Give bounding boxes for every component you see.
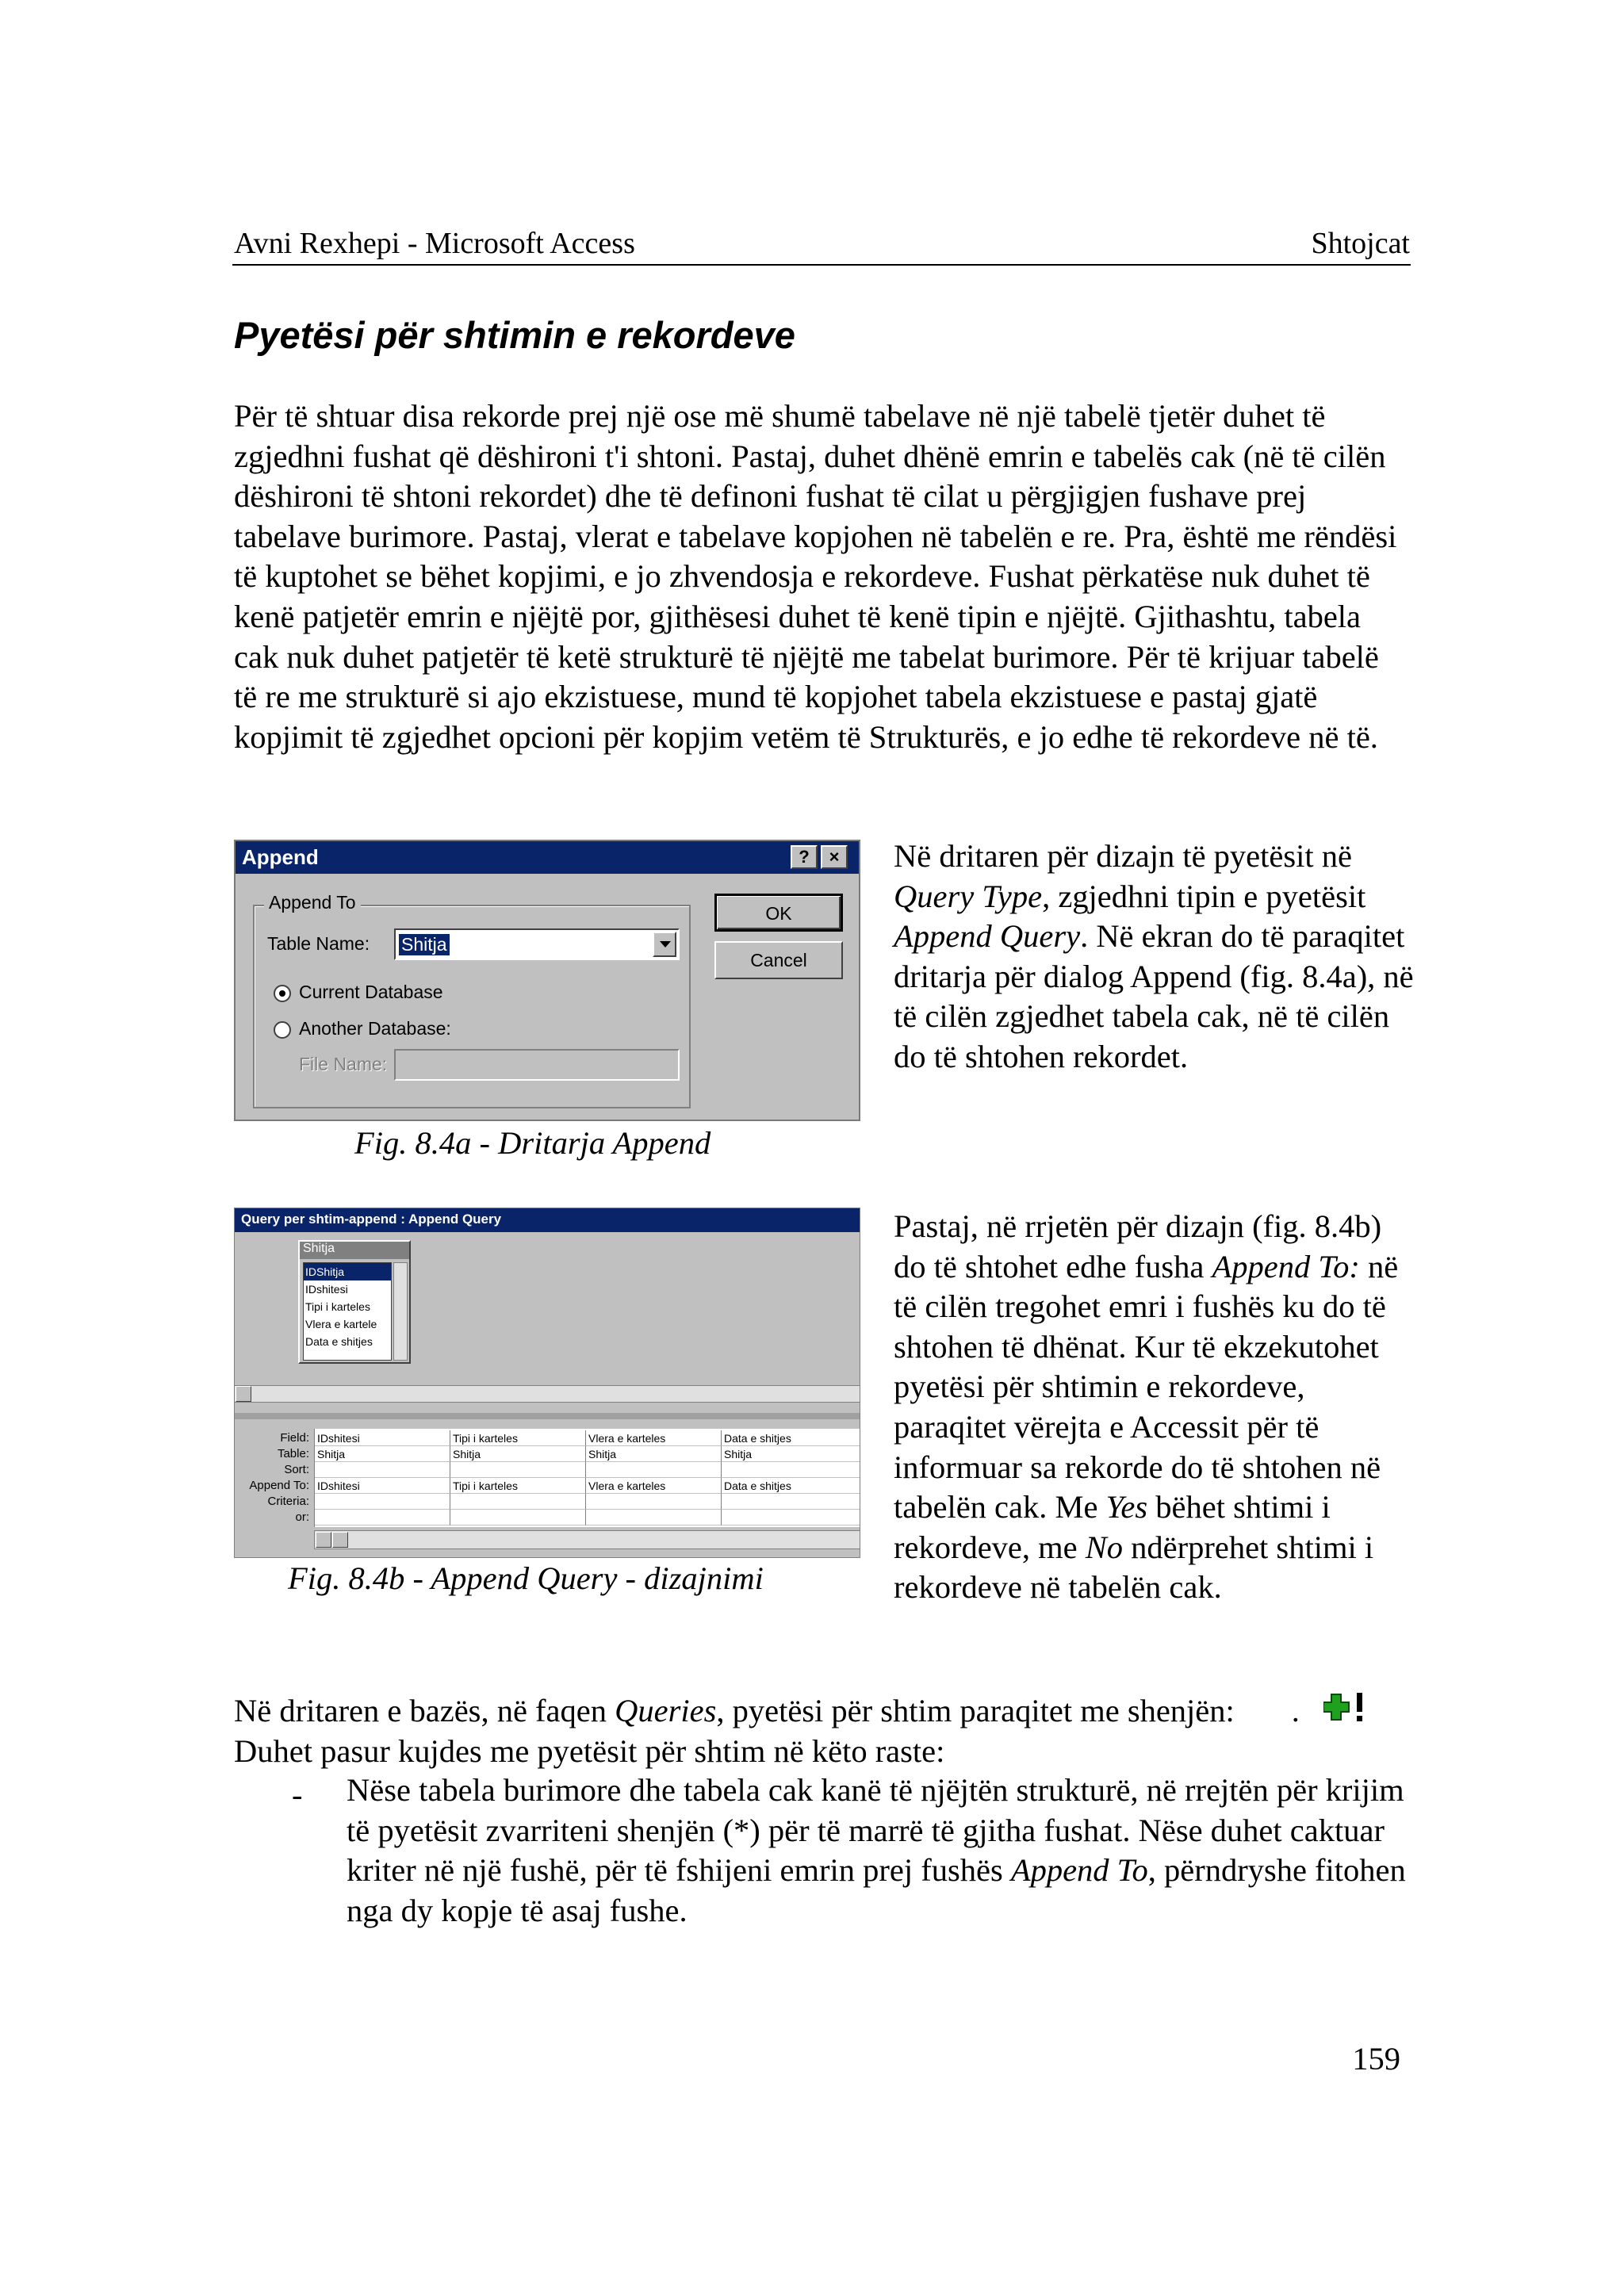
header-section: Shtojcat xyxy=(1311,227,1410,260)
grid-cell[interactable] xyxy=(586,1510,722,1525)
query-window-titlebar xyxy=(235,1208,860,1232)
grid-cell[interactable]: Shitja xyxy=(586,1446,722,1462)
text-run: . xyxy=(1291,1693,1300,1728)
grid-row-label: or: xyxy=(295,1510,309,1524)
text-run: , pyetësi për shtim paraqitet me shenjën: xyxy=(716,1693,1235,1728)
append-to-group-label: Append To xyxy=(264,892,361,913)
field-item[interactable]: IDshitesi xyxy=(305,1283,348,1296)
text-run: Nëse tabela burimore dhe tabela cak kanë të njëjtën strukturë, në rrejtën për krijim të pyetësit zvarriteni shenjën (*) për të marrë të gjitha fushat. Nëse duhet caktuar kriter në një fushë, për të fshijeni emrin prej fushës xyxy=(347,1772,1404,1889)
grid-cell[interactable]: Shitja xyxy=(315,1446,450,1462)
cancel-button[interactable]: Cancel xyxy=(714,941,843,979)
header-author: Avni Rexhepi - Microsoft Access xyxy=(234,227,635,260)
chevron-down-icon[interactable] xyxy=(653,932,676,957)
append-dialog-figure xyxy=(234,840,860,1121)
field-list-header: Shitja xyxy=(300,1242,409,1259)
grid-row-label: Table: xyxy=(277,1447,309,1460)
text-italic: No xyxy=(1085,1529,1124,1565)
text-italic: Yes xyxy=(1105,1489,1148,1525)
scroll-left-icon[interactable] xyxy=(236,1386,251,1402)
grid-scrollbar[interactable] xyxy=(314,1530,860,1549)
grid-cell[interactable] xyxy=(315,1494,450,1510)
intro-paragraph: Për të shtuar disa rekorde prej një ose më shumë tabelave në një tabelë tjetër duhet të zgjedhni fushat që dëshironi t'i shtoni. Pastaj, duhet dhënë emrin e tabelës cak (në të cilën dëshironi të shtoni rekordet) dhe të definoni fushat të cilat u përgjigjen fushave prej tabelave burimore. Pastaj, vlerat e tabelave kopjohen në tabelën e re. Pra, është me rëndësi të kuptohet se bëhet kopjimi, e jo zhvendosja e rekordeve. Fushat përkatëse nuk duhet të kenë patjetër emrin e njëjtë por, gjithësesi duhet të kenë tipin e njëjtë. Gjithashtu, tabela cak nuk duhet patjetër të ketë strukturë të njëjtë me tabelat burimore. Për të krijuar tabelë të re me strukturë si ajo ekzistuese, mund të kopjohet tabela ekzistuese e pastaj gjatë kopjimit të zgjedhet opcioni për kopjim vetëm të Strukturës, e jo edhe të rekordeve në të. xyxy=(234,398,1397,755)
grid-cell[interactable]: Data e shitjes xyxy=(722,1430,860,1446)
grid-cell[interactable] xyxy=(722,1494,860,1510)
append-dialog-titlebar xyxy=(236,841,859,874)
text-run: Në dritaren e bazës, në faqen xyxy=(234,1693,615,1728)
grid-cell[interactable] xyxy=(586,1494,722,1510)
grid-cell[interactable]: Shitja xyxy=(722,1446,860,1462)
text-italic: Append To xyxy=(1010,1852,1148,1889)
grid-cell[interactable] xyxy=(450,1510,586,1525)
bullet-text xyxy=(347,1770,1409,1931)
grid-cell[interactable] xyxy=(315,1462,450,1478)
table-name-value: Shitja xyxy=(399,934,450,955)
text-italic: Append Query xyxy=(894,918,1081,955)
design-grid xyxy=(314,1429,860,1527)
grid-cell[interactable]: Tipi i karteles xyxy=(450,1430,586,1446)
side-paragraph-1 xyxy=(894,836,1417,1078)
header-rule xyxy=(232,264,1411,266)
page-number: 159 xyxy=(1352,2041,1400,2077)
text-run: . Në ekran do të paraqitet dritarja për dialog Append (fig. 8.4a), në të cilën zgjedhet tabela cak, në të cilën do të shtohen rekordet. xyxy=(894,918,1414,1074)
grid-row-label: Criteria: xyxy=(267,1495,309,1508)
field-list-items xyxy=(303,1262,392,1361)
append-query-window-figure xyxy=(234,1208,860,1558)
section-title: Pyetësi për shtimin e rekordeve xyxy=(234,314,795,356)
grid-cell[interactable]: Shitja xyxy=(450,1446,586,1462)
grid-cell[interactable] xyxy=(586,1462,722,1478)
text-italic: Queries xyxy=(615,1693,717,1728)
text-run: Pastaj, në rrjetën për dizajn (fig. 8.4b) do të shtohet edhe fusha xyxy=(894,1208,1382,1284)
grid-cell[interactable] xyxy=(450,1462,586,1478)
current-database-radio[interactable] xyxy=(274,985,291,1002)
paragraph-queries xyxy=(234,1691,1408,1771)
current-database-label: Current Database xyxy=(299,982,443,1002)
figure-caption-a: Fig. 8.4a - Dritarja Append xyxy=(354,1125,711,1161)
text-run: bëhet shtimi i rekordeve, me xyxy=(894,1489,1331,1565)
text-italic: Append To: xyxy=(1212,1248,1360,1284)
text-run: në të cilën tregohet emri i fushës ku do të shtohen të dhënat. Kur të ekzekutohet pyetësi për shtimin e rekordeve, paraqitet vërejta e Accessit për të informuar sa rekorde do të shtohen në tabelën cak. Me xyxy=(894,1248,1399,1525)
scroll-left-icon[interactable] xyxy=(316,1532,331,1548)
grid-cell[interactable]: Tipi i karteles xyxy=(450,1478,586,1494)
grid-cell[interactable] xyxy=(722,1510,860,1525)
text-run: , përndryshe fitohen nga dy kopje të asaj fushe. xyxy=(347,1852,1406,1928)
field-list-scrollbar[interactable] xyxy=(393,1262,408,1361)
field-item[interactable]: Data e shitjes xyxy=(305,1335,373,1348)
another-database-radio[interactable] xyxy=(274,1021,291,1039)
close-icon[interactable]: × xyxy=(821,845,848,869)
field-item[interactable]: Tipi i karteles xyxy=(305,1300,370,1313)
ok-button[interactable]: OK xyxy=(714,894,843,932)
scroll-right-icon[interactable] xyxy=(332,1532,348,1548)
text-run: ndërprehet shtimi i rekordeve në tabelën cak. xyxy=(894,1529,1374,1606)
field-list-shitja[interactable] xyxy=(298,1240,411,1364)
grid-cell[interactable] xyxy=(450,1494,586,1510)
file-name-label: File Name: xyxy=(299,1054,388,1074)
text-run: , zgjedhni tipin e pyetësit xyxy=(1042,878,1366,914)
table-pane-scrollbar[interactable] xyxy=(235,1385,860,1403)
field-item[interactable]: Vlera e kartele xyxy=(305,1318,377,1330)
another-database-label: Another Database: xyxy=(299,1018,451,1039)
side-paragraph-2 xyxy=(894,1207,1417,1608)
grid-cell[interactable]: Data e shitjes xyxy=(722,1478,860,1494)
field-item[interactable]: IDShitja xyxy=(304,1263,391,1280)
append-dialog-title: Append xyxy=(242,845,319,869)
help-icon[interactable]: ? xyxy=(791,845,818,869)
table-name-label: Table Name: xyxy=(267,933,370,954)
text-italic: Query Type xyxy=(894,878,1043,914)
grid-cell[interactable]: Vlera e karteles xyxy=(586,1478,722,1494)
table-name-combo[interactable] xyxy=(394,928,680,960)
grid-row-label: Sort: xyxy=(284,1463,309,1476)
pane-splitter[interactable] xyxy=(235,1413,860,1419)
grid-cell[interactable]: IDshitesi xyxy=(315,1430,450,1446)
figure-caption-b: Fig. 8.4b - Append Query - dizajnimi xyxy=(288,1560,764,1596)
text-run: Në dritaren për dizajn të pyetësit në xyxy=(894,838,1352,874)
grid-cell[interactable] xyxy=(315,1510,450,1525)
query-window-title: Query per shtim-append : Append Query xyxy=(241,1212,502,1227)
grid-cell[interactable]: IDshitesi xyxy=(315,1478,450,1494)
grid-cell[interactable]: Vlera e karteles xyxy=(586,1430,722,1446)
append-query-icon xyxy=(1323,1691,1371,1725)
grid-row-label: Append To: xyxy=(249,1479,309,1492)
bullet-dash: - xyxy=(292,1777,303,1813)
file-name-input[interactable] xyxy=(394,1049,680,1081)
grid-row-label: Field: xyxy=(280,1431,309,1445)
grid-cell[interactable] xyxy=(722,1462,860,1478)
text-run: Duhet pasur kujdes me pyetësit për shtim në këto raste: xyxy=(234,1732,945,1769)
